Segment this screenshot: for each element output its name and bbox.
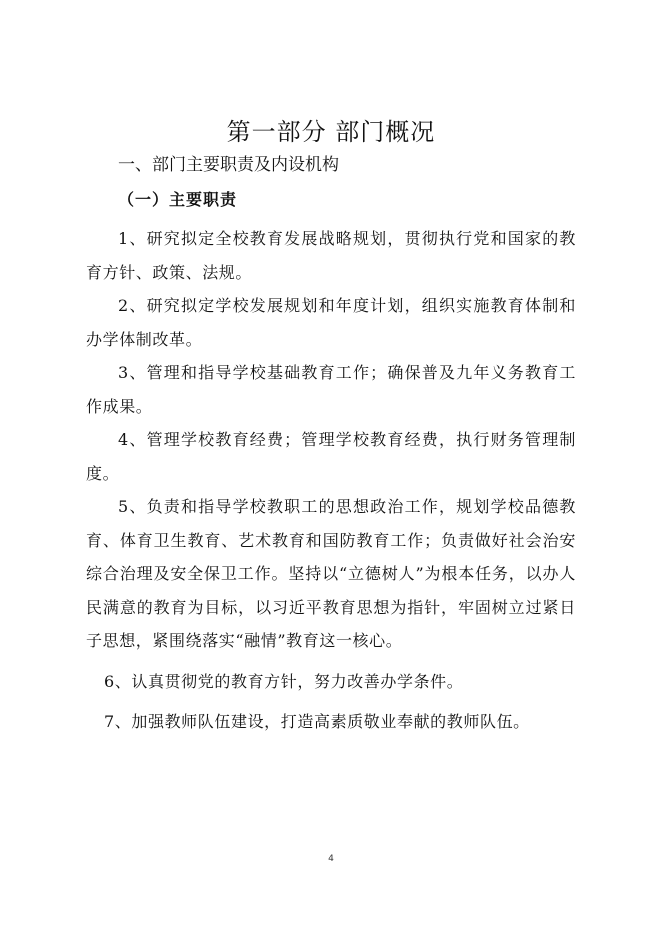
duty-item-4: 4、管理学校教育经费；管理学校教育经费，执行财务管理制度。: [86, 430, 576, 483]
page-number: 4: [328, 854, 334, 864]
duty-item-3: 3、管理和指导学校基础教育工作；确保普及九年义务教育工作成果。: [86, 363, 576, 416]
page-title: 第一部分 部门概况: [226, 118, 436, 146]
duty-item-5: 5、负责和指导学校教职工的思想政治工作，规划学校品德教育、体育卫生教育、艺术教育和国防教育工作；负责做好社会治安综合治理及安全保卫工作。坚持以“立德树人”为根本任务，以办人民满意的教育为目标，以习近平教育思想为指针，牢固树立过紧日子思想，紧围绕落实“融情”教育这一核心。: [86, 497, 576, 650]
duty-item-6: 6、认真贯彻党的教育方针，努力改善办学条件。: [104, 671, 464, 691]
duty-list: [86, 222, 576, 746]
duty-item-2: 2、研究拟定学校发展规划和年度计划，组织实施教育体制和办学体制改革。: [86, 296, 576, 349]
section-heading: 一、部门主要职责及内设机构: [118, 155, 339, 175]
duty-item-7: 7、加强教师队伍建设，打造高素质敬业奉献的教师队伍。: [104, 712, 530, 731]
sub-heading: （一）主要职责: [118, 190, 238, 209]
duty-item-1: 1、研究拟定全校教育发展战略规划，贯彻执行党和国家的教育方针、政策、法规。: [86, 229, 576, 282]
